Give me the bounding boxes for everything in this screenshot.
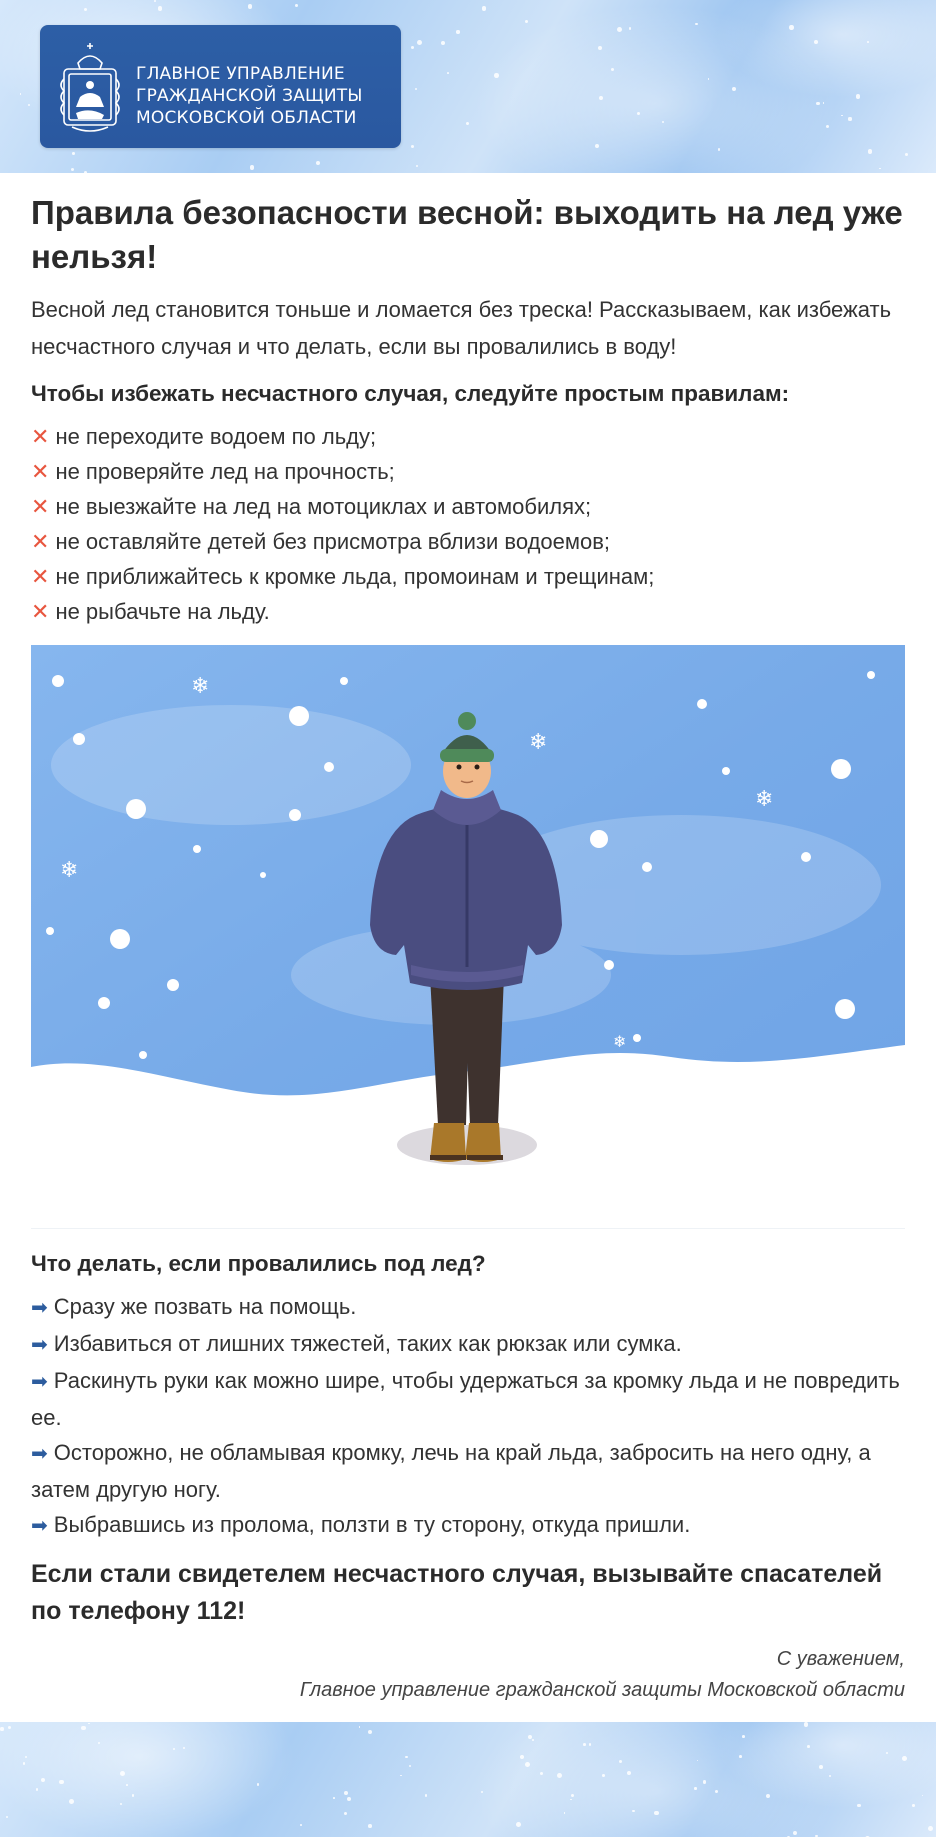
snow-dot	[804, 1722, 808, 1726]
snow-dot	[482, 6, 487, 11]
page-title: Правила безопасности весной: выходить на лед уже нельзя!	[31, 194, 903, 275]
step-text: Избавиться от лишних тяжестей, таких как рюкзак или сумка.	[53, 1331, 682, 1356]
list-item	[31, 524, 905, 559]
snow-dot	[447, 72, 449, 74]
snow-dot	[589, 1743, 592, 1746]
snow-dot	[829, 1775, 831, 1777]
snow-dot	[819, 1765, 823, 1769]
snow-dot	[154, 0, 156, 2]
cross-mark-icon: ✕	[31, 459, 50, 484]
snow-dot	[564, 1812, 566, 1814]
snow-dot	[28, 104, 31, 107]
step-text: Раскинуть руки как можно шире, чтобы удержаться за кромку льда и не повредить ее.	[31, 1368, 900, 1430]
snow-dot	[793, 1831, 797, 1835]
rule-text: не оставляйте детей без присмотра вблизи водоемов;	[55, 529, 611, 554]
snow-dot	[411, 46, 414, 49]
rule-text: не выезжайте на лед на мотоциклах и автомобилях;	[55, 494, 592, 519]
svg-text:❄: ❄	[613, 1032, 627, 1051]
snow-dot	[816, 102, 819, 105]
snow-dot	[879, 168, 881, 170]
article	[31, 173, 905, 1706]
coat-of-arms-icon	[54, 39, 126, 134]
cross-mark-icon: ✕	[31, 599, 50, 624]
right-arrow-icon: ➡	[31, 1297, 48, 1319]
winter-illustration	[31, 645, 905, 1228]
cross-mark-icon: ✕	[31, 529, 50, 554]
snow-dot	[368, 1824, 372, 1828]
snow-dot	[126, 1784, 128, 1786]
snow-dot	[416, 165, 418, 167]
rules-list	[31, 419, 905, 629]
snow-dot	[807, 1745, 810, 1748]
step-text: Сразу же позвать на помощь.	[53, 1294, 357, 1319]
snow-dot	[120, 1803, 122, 1805]
snow-dot	[867, 41, 869, 43]
snow-dot	[400, 1775, 402, 1777]
step-text: Осторожно, не обламывая кромку, лечь на край льда, забросить на него одну, а затем другую ногу.	[31, 1440, 871, 1502]
list-item	[31, 1289, 905, 1326]
snow-dot	[695, 23, 697, 25]
snow-dot	[826, 125, 829, 128]
svg-text:❄: ❄	[191, 674, 210, 699]
snow-dot	[627, 1771, 631, 1775]
snow-dot	[619, 1760, 622, 1763]
snow-dot	[525, 20, 528, 23]
snow-dot	[928, 1826, 933, 1831]
snow-dot	[417, 40, 422, 45]
snow-dot	[857, 1804, 860, 1807]
snow-dot	[694, 1787, 696, 1789]
signature-greeting: С уважением,	[776, 1648, 905, 1670]
snow-dot	[0, 1727, 3, 1730]
snow-dot	[344, 1812, 347, 1815]
snow-dot	[654, 1811, 658, 1815]
snow-dot	[856, 94, 860, 98]
list-item	[31, 454, 905, 489]
snow-dot	[516, 1822, 521, 1827]
rules-heading: Чтобы избежать несчастного случая, следуйте простым правилам:	[31, 381, 790, 406]
svg-text:❄: ❄	[60, 858, 79, 883]
right-arrow-icon: ➡	[31, 1515, 48, 1537]
list-item	[31, 1435, 905, 1507]
snow-dot	[662, 121, 664, 123]
snow-dot	[823, 102, 825, 104]
right-arrow-icon: ➡	[31, 1371, 48, 1393]
snow-dot	[41, 1778, 45, 1782]
snow-dot	[557, 1773, 562, 1778]
snow-dot	[848, 117, 851, 120]
snow-dot	[456, 30, 459, 33]
snow-dot	[732, 87, 736, 91]
snow-dot	[599, 96, 603, 100]
snow-dot	[595, 144, 600, 149]
cross-mark-icon: ✕	[31, 494, 50, 519]
signature	[31, 1644, 905, 1706]
snow-dot	[344, 1791, 348, 1795]
snow-dot	[347, 1797, 351, 1801]
logo-line-3: МОСКОВСКОЙ ОБЛАСТИ	[136, 108, 357, 128]
cross-mark-icon: ✕	[31, 424, 50, 449]
snow-dot	[8, 1726, 11, 1729]
list-item	[31, 594, 905, 629]
snow-dot	[71, 168, 74, 171]
right-arrow-icon: ➡	[31, 1334, 48, 1356]
cross-mark-icon: ✕	[31, 564, 50, 589]
snow-dot	[295, 4, 298, 7]
snow-dot	[629, 27, 631, 29]
illustration-boy-in-snow	[31, 645, 905, 1229]
right-arrow-icon: ➡	[31, 1443, 48, 1465]
list-item	[31, 559, 905, 594]
step-text: Выбравшись из пролома, ползти в ту сторону, откуда пришли.	[53, 1512, 691, 1537]
list-item	[31, 1363, 905, 1435]
snow-dot	[25, 1756, 27, 1758]
snow-dot	[6, 1816, 8, 1818]
snow-dot	[718, 148, 720, 150]
snow-dot	[316, 161, 320, 165]
signature-org: Главное управление гражданской защиты Московской области	[299, 1679, 905, 1701]
snow-dot	[411, 145, 414, 148]
logo-block[interactable]	[40, 25, 401, 148]
snow-dot	[814, 40, 818, 44]
snow-dot	[697, 1760, 699, 1762]
snow-dot	[72, 152, 75, 155]
rule-text: не рыбачьте на льду.	[55, 599, 270, 624]
svg-text:❄: ❄	[529, 730, 548, 755]
snow-dot	[173, 1748, 175, 1750]
snow-dot	[886, 1752, 888, 1754]
snow-dot	[789, 25, 793, 29]
snow-dot	[525, 1762, 530, 1767]
snow-dot	[248, 4, 253, 9]
snow-dot	[528, 1735, 532, 1739]
snow-dot	[922, 1795, 924, 1797]
logo-line-1: ГЛАВНОЕ УПРАВЛЕНИЕ	[136, 64, 345, 84]
snow-dot	[333, 1797, 335, 1799]
steps-list	[31, 1289, 905, 1544]
snow-dot	[868, 149, 873, 154]
snow-dot	[359, 1726, 361, 1728]
rule-text: не переходите водоем по льду;	[55, 424, 377, 449]
snow-dot	[905, 153, 908, 156]
snow-dot	[494, 73, 499, 78]
snow-dot	[570, 1799, 572, 1801]
snow-dot	[571, 1794, 574, 1797]
steps-heading: Что делать, если провалились под лед?	[31, 1251, 486, 1276]
snow-dot	[598, 46, 602, 50]
snow-dot	[23, 1762, 25, 1764]
snow-dot	[441, 41, 446, 46]
list-item	[31, 419, 905, 454]
svg-text:❄: ❄	[755, 787, 774, 812]
snow-dot	[81, 1726, 86, 1731]
snow-dot	[520, 1755, 524, 1759]
snow-dot	[98, 1742, 100, 1744]
list-item	[31, 1507, 905, 1544]
logo-line-2: ГРАЖДАНСКОЙ ЗАЩИТЫ	[136, 86, 363, 106]
snow-dot	[637, 112, 640, 115]
snow-dot	[132, 1794, 134, 1796]
snow-dot	[59, 1780, 63, 1784]
snow-dot	[300, 1824, 302, 1826]
rule-text: не приближайтесь к кромке льда, промоинам и трещинам;	[55, 564, 655, 589]
snow-dot	[766, 1794, 770, 1798]
logo-text	[136, 63, 363, 129]
snow-dot	[425, 1794, 428, 1797]
header-banner	[0, 0, 936, 173]
snow-dot	[703, 1780, 707, 1784]
footer-banner	[0, 1722, 936, 1837]
lead-paragraph: Весной лед становится тоньше и ломается без треска! Рассказываем, как избежать несчастного случая и что делать, если вы провалились в воду!	[31, 297, 892, 359]
snow-dot	[617, 27, 622, 32]
snow-dot	[902, 1756, 907, 1761]
snow-dot	[632, 1810, 634, 1812]
snow-dot	[120, 1771, 125, 1776]
list-item	[31, 1326, 905, 1363]
snow-dot	[36, 1788, 39, 1791]
snow-dot	[466, 122, 469, 125]
snow-dot	[715, 1790, 718, 1793]
snow-dot	[405, 1756, 407, 1758]
snow-dot	[583, 1743, 586, 1746]
snow-dot	[742, 1735, 745, 1738]
snow-dot	[88, 1723, 90, 1725]
snow-dot	[708, 78, 710, 80]
snow-dot	[739, 1755, 742, 1758]
snow-dot	[69, 1799, 74, 1804]
snow-dot	[912, 1804, 915, 1807]
snow-dot	[532, 1739, 534, 1741]
snow-dot	[602, 1774, 605, 1777]
snow-dot	[368, 1730, 372, 1734]
list-item	[31, 489, 905, 524]
snow-dot	[415, 88, 417, 90]
snow-dot	[183, 1747, 185, 1749]
snow-dot	[481, 1791, 483, 1793]
snow-dot	[158, 6, 162, 10]
snow-dot	[257, 1783, 259, 1785]
rule-text: не проверяйте лед на прочность;	[55, 459, 395, 484]
snow-dot	[841, 115, 843, 117]
snow-dot	[409, 1765, 411, 1767]
snow-dot	[540, 1772, 543, 1775]
snow-dot	[250, 165, 254, 169]
snow-dot	[611, 68, 614, 71]
snow-dot	[20, 93, 22, 95]
emergency-callout: Если стали свидетелем несчастного случая, вызывайте спасателей по телефону 112!	[31, 1560, 883, 1625]
snow-dot	[84, 8, 87, 11]
